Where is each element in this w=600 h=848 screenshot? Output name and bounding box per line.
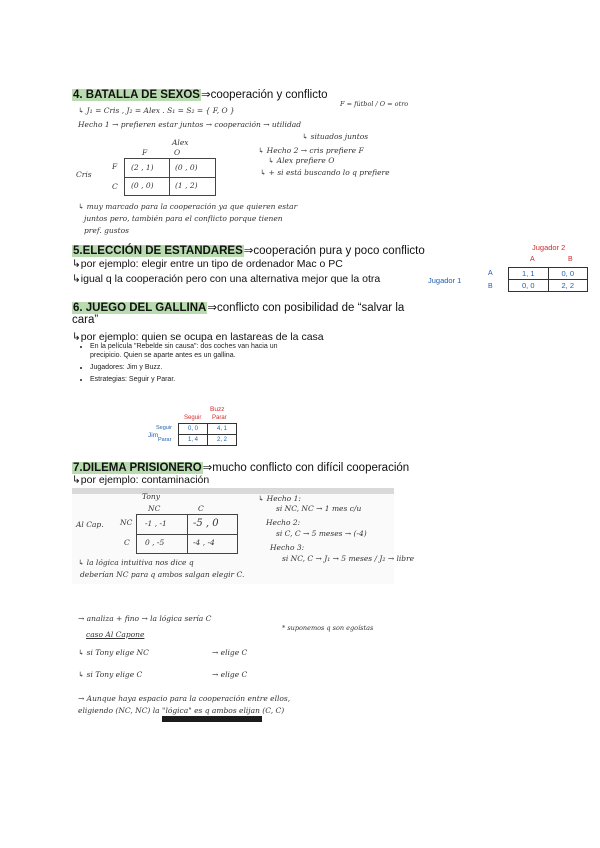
note-line: si C, C → 5 meses → (-4) xyxy=(276,529,367,538)
section7-heading xyxy=(72,460,409,474)
note-line: ↳ situados juntos xyxy=(302,132,369,141)
section5-title: 5.ELECCIÓN DE ESTANDARES xyxy=(73,245,243,257)
row-label: A xyxy=(488,270,493,277)
note-line: → elige C xyxy=(212,648,248,657)
chicken-game-bullets xyxy=(76,342,280,387)
note-line: Hecho 3: xyxy=(270,543,305,552)
payoff-cell: -1 , -1 xyxy=(145,519,167,528)
payoff-cell: 0 , -5 xyxy=(145,538,165,547)
player2-label: Jugador 2 xyxy=(532,243,566,252)
note-line: → Aunque haya espacio para la cooperación entre ellos, xyxy=(78,694,291,703)
note-line: → elige C xyxy=(212,670,248,679)
note-line: F = fútbol / O = otro xyxy=(340,100,409,108)
standards-payoff-matrix xyxy=(428,238,588,298)
payoff-cell: (0 , 0) xyxy=(131,181,154,190)
payoff-cell: (0 , 0) xyxy=(175,163,198,172)
section6-heading xyxy=(72,300,404,314)
payoff-cell: 0, 0 xyxy=(548,268,588,280)
payoff-cell: 0, 0 xyxy=(179,424,208,435)
player1-label: Jugador 1 xyxy=(428,276,462,285)
section5-example: ↳por ejemplo: elegir entre un tipo de ordenador Mac o PC xyxy=(72,258,343,270)
player-label: Tony xyxy=(142,492,161,501)
note-line: eligiendo (NC, NC) la "lógica" es q ambos elijan (C, C) xyxy=(78,706,285,715)
section6-subtitle-cont: cara” xyxy=(72,314,99,326)
section5-heading xyxy=(72,243,425,257)
note-line: Hecho 1 → prefieren estar juntos → cooperación → utilidad xyxy=(78,120,302,129)
section7-arrow: ⇒ xyxy=(202,462,213,474)
note-line: → analiza + fino → la lógica sería C xyxy=(78,614,212,623)
note-line: ↳ Alex prefiere O xyxy=(268,156,335,165)
note-line: ↳ muy marcado para la cooperación ya que quieren estar xyxy=(78,202,298,211)
row-label: Parar xyxy=(158,437,172,443)
player1-label: Jim xyxy=(148,432,159,439)
payoff-table xyxy=(178,423,237,446)
payoff-grid xyxy=(124,158,216,196)
section7-subtitle: mucho conflicto con difícil cooperación xyxy=(212,462,410,474)
note-line: pref. gustos xyxy=(84,226,129,235)
col-label: Parar xyxy=(212,415,227,421)
col-label: Seguir xyxy=(184,415,202,421)
note-line: ↳ si Tony elige NC xyxy=(78,648,149,657)
note-line: ↳ J₁ = Cris , J₂ = Alex . S₁ = S₂ = { F, O } xyxy=(78,106,235,115)
bullet-item: • Jugadores: Jim y Buzz. xyxy=(90,363,280,372)
col-label: C xyxy=(198,504,204,513)
payoff-cell: -4 , -4 xyxy=(193,538,215,547)
section4-heading xyxy=(72,87,328,101)
row-label: C xyxy=(124,538,130,547)
row-label: C xyxy=(112,182,118,191)
chicken-payoff-matrix xyxy=(148,406,268,452)
player2-label: Buzz xyxy=(210,406,225,413)
player-label: Alex xyxy=(172,138,189,147)
payoff-table xyxy=(508,267,588,292)
section4-arrow: ⇒ xyxy=(200,89,211,101)
col-label: A xyxy=(530,256,535,263)
section4-subtitle: cooperación y conflicto xyxy=(210,89,328,101)
note-line: juntos pero, también para el conflicto porque tienen xyxy=(84,214,283,223)
section6-arrow: ⇒ xyxy=(207,302,217,314)
section4-title: 4. BATALLA DE SEXOS xyxy=(73,89,200,101)
note-line: si NC, C → J₁ → 5 meses / J₂ → libre xyxy=(282,554,415,563)
note-line: ↳ si Tony elige C xyxy=(78,670,143,679)
payoff-cell: (1 , 2) xyxy=(175,181,198,190)
payoff-cell: 4, 1 xyxy=(208,424,237,435)
section6-title: 6. JUEGO DEL GALLINA xyxy=(73,302,207,314)
row-label: F xyxy=(112,162,118,171)
note-line: ↳ Hecho 2 → cris prefiere F xyxy=(258,146,364,155)
note-line: deberían NC para q ambos salgan elegir C. xyxy=(80,570,245,579)
row-label: NC xyxy=(120,518,133,527)
note-line: Hecho 2: xyxy=(266,518,301,527)
section5-arrow: ⇒ xyxy=(243,245,254,257)
payoff-grid xyxy=(136,514,238,554)
section6-example: ↳por ejemplo: quien se ocupa en lastareas de la casa xyxy=(72,331,324,343)
col-label: F xyxy=(142,148,148,157)
player-label: Cris xyxy=(76,170,92,179)
row-label: Seguir xyxy=(156,425,172,431)
section5-subtitle: cooperación pura y poco conflicto xyxy=(253,245,425,257)
section6-subtitle: conflicto con posibilidad de “salvar la xyxy=(216,302,405,314)
payoff-cell: 2, 2 xyxy=(208,435,237,446)
payoff-cell: (2 , 1) xyxy=(131,163,154,172)
note-line: ↳ la lógica intuitiva nos dice q xyxy=(78,558,194,567)
image-edge-strip xyxy=(162,716,262,722)
col-label: NC xyxy=(148,504,161,513)
section7-title: 7.DILEMA PRISIONERO xyxy=(73,462,202,474)
bullet-item: • Estrategias: Seguir y Parar. xyxy=(90,375,280,384)
note-line: ↳ Hecho 1: xyxy=(258,494,301,503)
payoff-cell: 2, 2 xyxy=(548,280,588,292)
col-label: B xyxy=(568,256,573,263)
bottom-handwritten-notes xyxy=(72,610,394,722)
player-label: Al Cap. xyxy=(76,520,104,529)
col-label: O xyxy=(174,148,181,157)
bullet-item: • En la película "Rebelde sin causa": dos coches van hacia un precipicio. Quien se aparte antes es un gallina. xyxy=(90,342,280,360)
note-line: * suponemos q son egoístas xyxy=(282,624,374,632)
payoff-cell: 1, 4 xyxy=(179,435,208,446)
prisoner-handwritten-notes xyxy=(72,488,415,584)
note-line: ↳ + si está buscando lo q prefiere xyxy=(260,168,390,177)
note-line: si NC, NC → 1 mes c/u xyxy=(276,504,362,513)
note-line: caso Al Capone xyxy=(86,630,145,639)
payoff-cell: -5 , 0 xyxy=(193,518,219,529)
row-label: B xyxy=(488,283,493,290)
section7-example: ↳por ejemplo: contaminación xyxy=(72,474,210,486)
payoff-cell: 0, 0 xyxy=(509,280,549,292)
payoff-cell: 1, 1 xyxy=(509,268,549,280)
section4-handwritten-notes xyxy=(72,100,412,240)
section5-explanation: ↳igual q la cooperación pero con una alternativa mejor que la otra xyxy=(72,273,381,285)
